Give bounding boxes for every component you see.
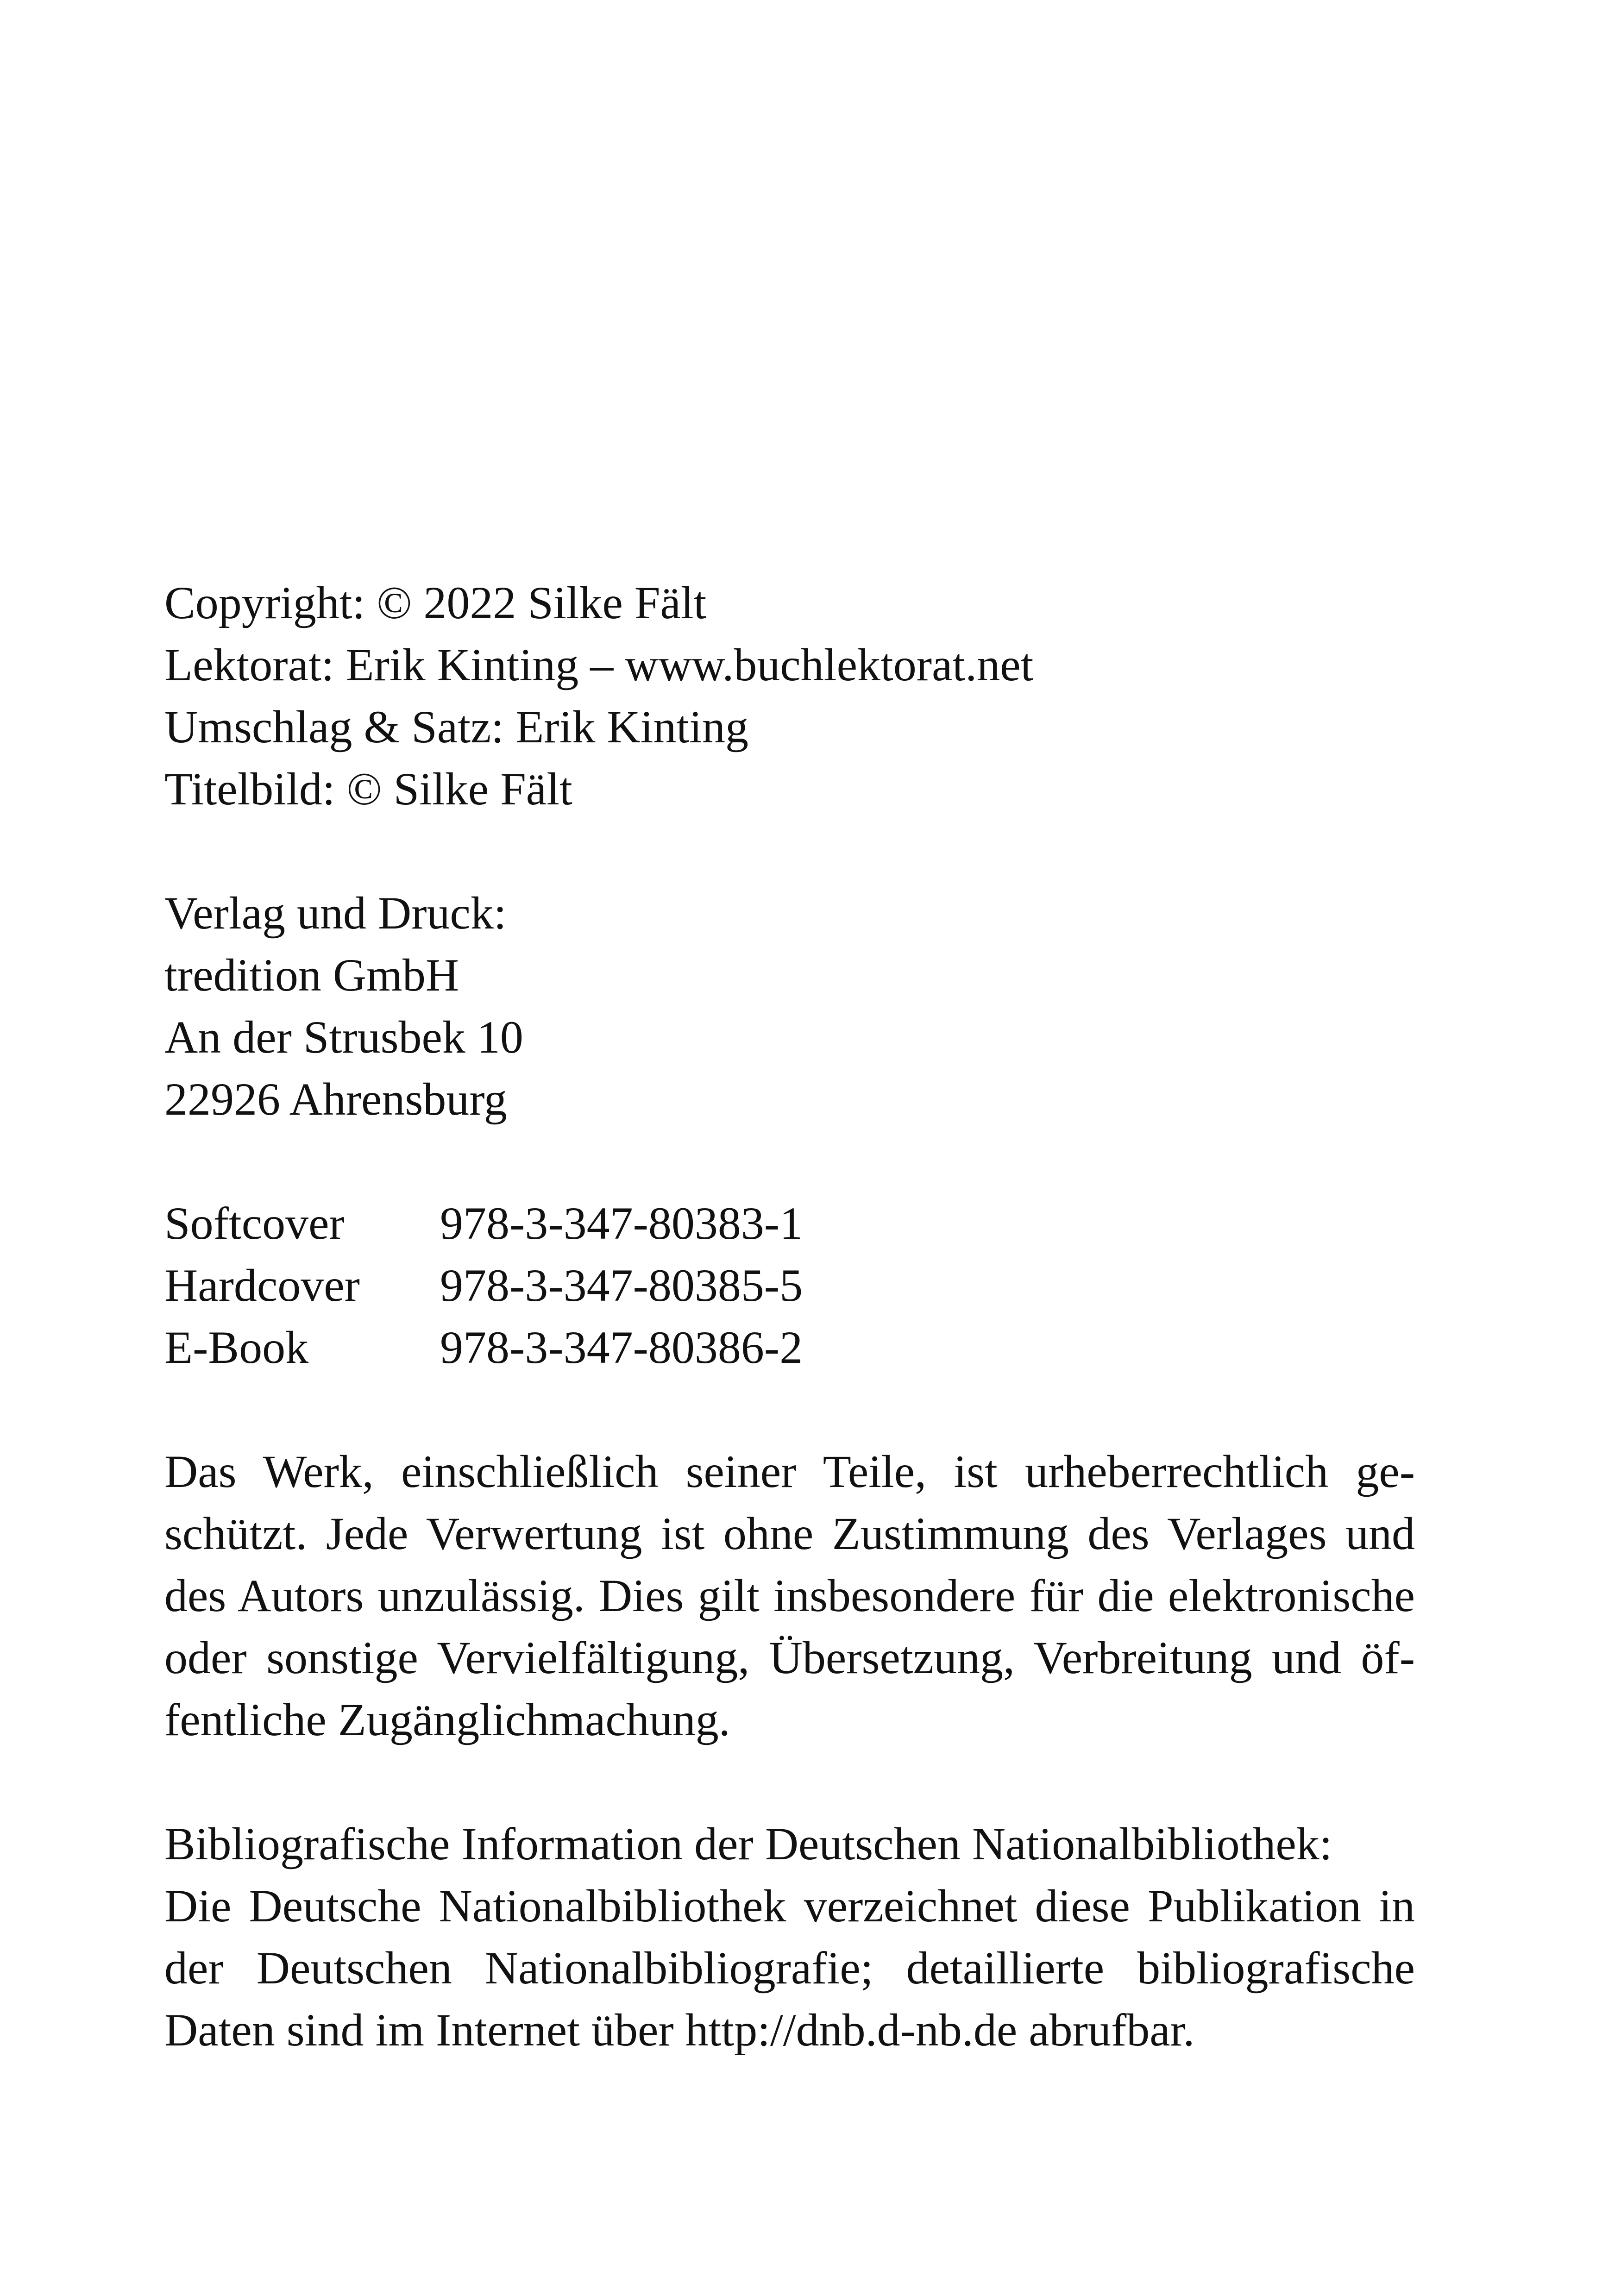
bibliographic-block [164, 1813, 1415, 2061]
publisher-heading: Verlag und Druck: [164, 887, 507, 939]
isbn-row-hardcover [164, 1255, 1415, 1317]
publisher-street: An der Strusbek 10 [164, 1011, 523, 1063]
spacer [164, 820, 1415, 882]
publisher-block [164, 882, 1415, 1130]
isbn-row-softcover [164, 1192, 1415, 1255]
isbn-label: E-Book [164, 1322, 309, 1373]
isbn-label: Hardcover [164, 1260, 360, 1311]
imprint-content [164, 572, 1415, 2061]
spacer [164, 1130, 1415, 1192]
bibliographic-text: Die Deutsche Nationalbibliothek verzeichnet diese Publikation in der Deutschen Nationalbibliografie; detaillierte bibliografische Daten sind im Internet über http://dnb.d-nb.de abrufbar. [164, 1880, 1415, 2056]
bibliographic-heading: Bibliografische Information der Deutschen Nationalbibliothek: [164, 1818, 1332, 1869]
spacer [164, 1751, 1415, 1813]
publisher-city: 22926 Ahrensburg [164, 1073, 507, 1125]
isbn-number: 978-3-347-80386-2 [440, 1322, 803, 1373]
credits-block [164, 572, 1415, 820]
isbn-number: 978-3-347-80383-1 [440, 1198, 803, 1249]
lektorat-line: Lektorat: Erik Kinting – www.buchlektorat.net [164, 639, 1034, 690]
isbn-block [164, 1192, 1415, 1379]
isbn-row-ebook [164, 1317, 1415, 1379]
cover-typesetting-line: Umschlag & Satz: Erik Kinting [164, 701, 748, 753]
rights-notice: Das Werk, einschließlich seiner Teile, ist urheberrechtlich ge-schützt. Jede Verwertung ist ohne Zustimmung des Verlages und des Autors unzulässig. Dies gilt insbesondere für die elektronische oder sonstige Vervielfältigung, Übersetzung, Verbreitung und öf-fentliche Zugänglichmachung. [164, 1446, 1415, 1745]
isbn-number: 978-3-347-80385-5 [440, 1260, 803, 1311]
cover-image-line: Titelbild: © Silke Fält [164, 763, 572, 815]
publisher-name: tredition GmbH [164, 949, 459, 1001]
copyright-line: Copyright: © 2022 Silke Fält [164, 577, 707, 628]
isbn-label: Softcover [164, 1198, 345, 1249]
spacer [164, 1379, 1415, 1441]
